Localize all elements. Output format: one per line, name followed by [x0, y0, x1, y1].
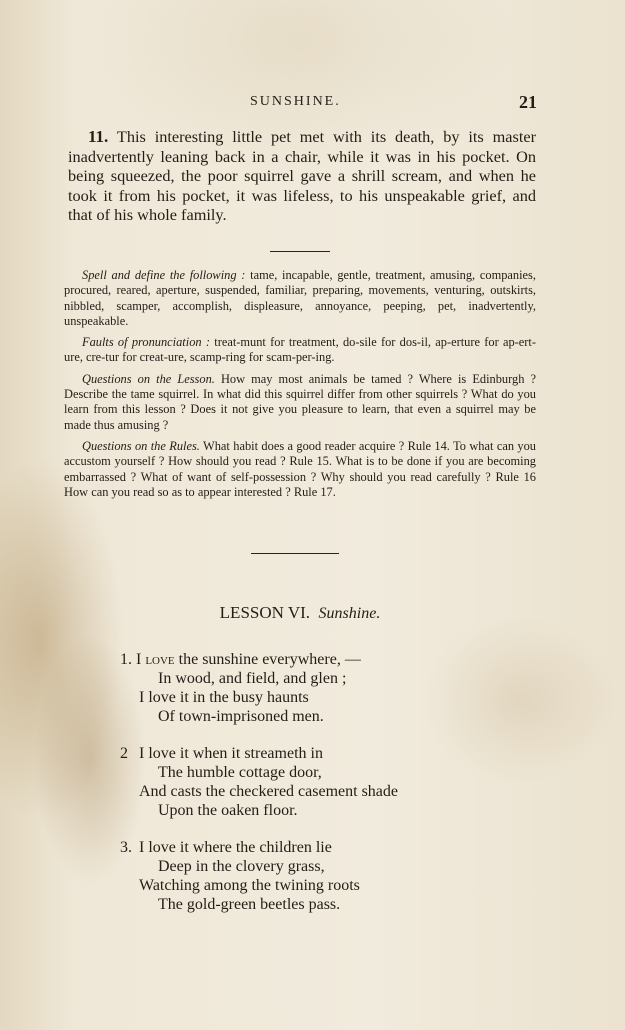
questions-on-rules — [64, 439, 536, 500]
faults-text: treat-munt for treatment, do-sile for dos-il, ap-erture for ap-ert-ure, cre-tur for creat-ure, scamp-ring for scam-per-ing. — [64, 335, 536, 365]
spell-label: Spell and define the following : — [82, 268, 246, 282]
page-number: 21 — [519, 92, 537, 112]
lesson-heading — [0, 603, 600, 623]
poem-line-text: The humble cottage door, — [158, 764, 322, 781]
section-divider — [270, 251, 330, 252]
poem-line-text: I love it when it streameth in — [139, 745, 323, 762]
running-title: SUNSHINE. — [250, 94, 341, 109]
poem-line — [0, 895, 625, 914]
poem-line — [0, 763, 625, 782]
first-word: I — [136, 651, 142, 668]
paragraph-number: 11. — [88, 127, 109, 146]
poem-line — [0, 801, 625, 820]
questions-on-lesson — [64, 372, 536, 433]
faults-label: Faults of pronunciation : — [82, 335, 210, 350]
poem-line-text: I love it where the children lie — [139, 839, 332, 856]
stanza-number: 2 — [120, 745, 128, 762]
poem-line — [0, 669, 625, 688]
line-rest: the sunshine everywhere, — — [178, 651, 361, 668]
poem-line — [0, 744, 625, 763]
spell-and-define — [64, 268, 536, 329]
stanza-number: 1. — [120, 651, 132, 668]
faults-of-pronunciation — [64, 335, 536, 366]
lesson-questions-text: How may most animals be tamed ? Where is Edinburgh ? Describe the tame squirrel. In what did this squirrel differ from other squirrels ? What do you learn from this lesson ? Does it not give you pleasure to learn, that even a squirrel may be made thus amusing ? — [64, 371, 536, 432]
stanza-number: 3. — [120, 839, 132, 856]
poem-line-text: And casts the checkered casement shade — [139, 783, 398, 800]
poem-line-text: In wood, and field, and glen ; — [158, 670, 347, 687]
spell-text: tame, incapable, gentle, treatment, amusing, companies, procured, reared, aperture, suspended, familiar, preparing, movements, venturing, outskirts, nibbled, scamper, accomplish, displeasure, annoyance, peeping, pet, inadvertently, unspeakable. — [64, 268, 536, 328]
lesson-notes — [64, 268, 536, 506]
poem-line — [0, 688, 625, 707]
paragraph-11 — [68, 127, 536, 225]
poem-line-text: Upon the oaken floor. — [158, 802, 298, 819]
paragraph-text: This interesting little pet met with its death, by its master inadvertently leaning back in a chair, while it was in his pocket. On being squeezed, the poor squirrel gave a shrill scream, and when he took it from his pocket, it was lifeless, to his unspeakable grief, and that of his whole family. — [68, 127, 537, 225]
poem-line-text: Watching among the twining roots — [139, 877, 360, 894]
lesson-title: Sunshine. — [318, 605, 381, 622]
poem-line — [0, 876, 625, 895]
poem-stanza-3 — [0, 838, 625, 914]
poem-line — [0, 838, 625, 857]
poem-line-text: I love it in the busy haunts — [139, 689, 309, 706]
poem-line — [0, 707, 625, 726]
poem-line — [0, 857, 625, 876]
poem-line-text: Deep in the clovery grass, — [158, 858, 325, 875]
lesson-questions-label: Questions on the Lesson. — [82, 371, 215, 386]
poem-line-text: The gold-green beetles pass. — [158, 896, 341, 913]
poem-line — [0, 782, 625, 801]
running-head — [0, 94, 625, 114]
poem-stanza-1 — [0, 650, 625, 726]
poem-stanza-2 — [0, 744, 625, 820]
poem-line — [0, 650, 625, 669]
rules-questions-label: Questions on the Rules. — [82, 438, 200, 453]
small-caps-word: love — [145, 651, 175, 668]
lesson-number: LESSON VI. — [219, 603, 311, 622]
rules-questions-text: What habit does a good reader acquire ? Rule 14. To what can you accustom yourself ? How should you read ? Rule 15. What is to be done if you are becoming embarrassed ? What of want of self-possession ? Why should you read carefully ? Rule 16 How can you read so as to appear interested ? Rule 17. — [64, 438, 536, 499]
poem-line-text: Of town-imprisoned men. — [158, 708, 324, 725]
lesson-divider — [251, 553, 339, 554]
